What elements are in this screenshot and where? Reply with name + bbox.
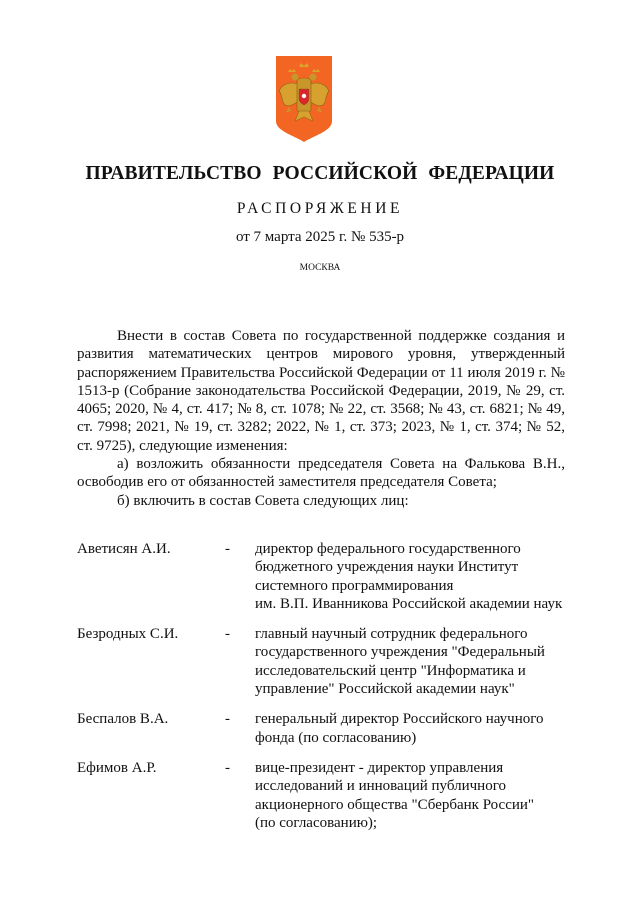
member-role-line: управление" Российской академии наук" — [255, 681, 515, 698]
member-name: Аветисян А.И. — [77, 541, 171, 557]
document-body — [77, 327, 565, 510]
member-row — [77, 710, 567, 747]
document-city: МОСКВА — [299, 263, 341, 273]
member-role-line: им. В.П. Иванникова Российской академии наук — [255, 595, 563, 612]
member-name: Беспалов В.А. — [77, 711, 169, 728]
member-row — [77, 625, 567, 698]
member-row — [77, 759, 567, 832]
member-row — [77, 540, 567, 613]
organization-title: ПРАВИТЕЛЬСТВО РОССИЙСКОЙ ФЕДЕРАЦИИ — [85, 163, 555, 184]
member-role-line: фонда (по согласованию) — [255, 729, 417, 746]
member-role — [255, 710, 567, 747]
member-role — [255, 625, 567, 698]
member-role-line: главный научный сотрудник федерального — [255, 626, 528, 643]
body-paragraph: Внести в состав Совета по государственной поддержке создания и развития математических центров мирового уровня, утвержденный распоряжением Правительства Российской Федерации от 11 июля 2019 г. № 1513-р (Собрание законодательства Российской Федерации, 2019, № 29, ст. 4065; 2020, № 4, ст. 417; № 8, ст. 1078; № 22, ст. 3568; № 43, ст. 6821; № 49, ст. 7998; 2021, № 19, ст. 3282; 2022, № 1, ст. 373; 2023, № 1, ст. 374; № 52, ст. 9725), следующие изменения: — [77, 328, 565, 454]
member-dash: - — [225, 541, 230, 557]
member-dash: - — [225, 711, 230, 728]
member-role-line: вице-президент - директор управления — [255, 759, 504, 776]
body-paragraph: б) включить в состав Совета следующих лиц: — [117, 492, 409, 509]
member-role-line: исследовательский центр "Информатика и — [255, 662, 526, 679]
member-role-line: государственного учреждения "Федеральный — [255, 644, 545, 661]
member-dash: - — [225, 626, 230, 643]
body-paragraph: а) возложить обязанности председателя Совета на Фалькова В.Н., освободив его от обязанностей заместителя председателя Совета; — [77, 456, 565, 491]
member-role-line: генеральный директор Российского научного — [255, 711, 544, 728]
member-name: Безродных С.И. — [77, 626, 179, 643]
member-name: Ефимов А.Р. — [77, 759, 157, 776]
member-role-line: директор федерального государственного — [255, 541, 521, 557]
member-role-line: акционерного общества "Сбербанк России" — [255, 796, 535, 813]
member-role-line: исследований и инноваций публичного — [255, 778, 506, 795]
document-date-number: от 7 марта 2025 г. № 535-р — [235, 229, 405, 245]
member-role — [255, 759, 567, 832]
coat-of-arms-icon — [275, 55, 333, 143]
members-list — [77, 540, 567, 844]
member-role-line: бюджетного учреждения науки Институт — [255, 559, 519, 576]
member-dash: - — [225, 759, 230, 776]
member-role-line: (по согласованию); — [255, 814, 378, 831]
member-role — [255, 540, 567, 613]
member-role-line: системного программирования — [255, 577, 454, 594]
document-type: РАСПОРЯЖЕНИЕ — [236, 200, 404, 217]
